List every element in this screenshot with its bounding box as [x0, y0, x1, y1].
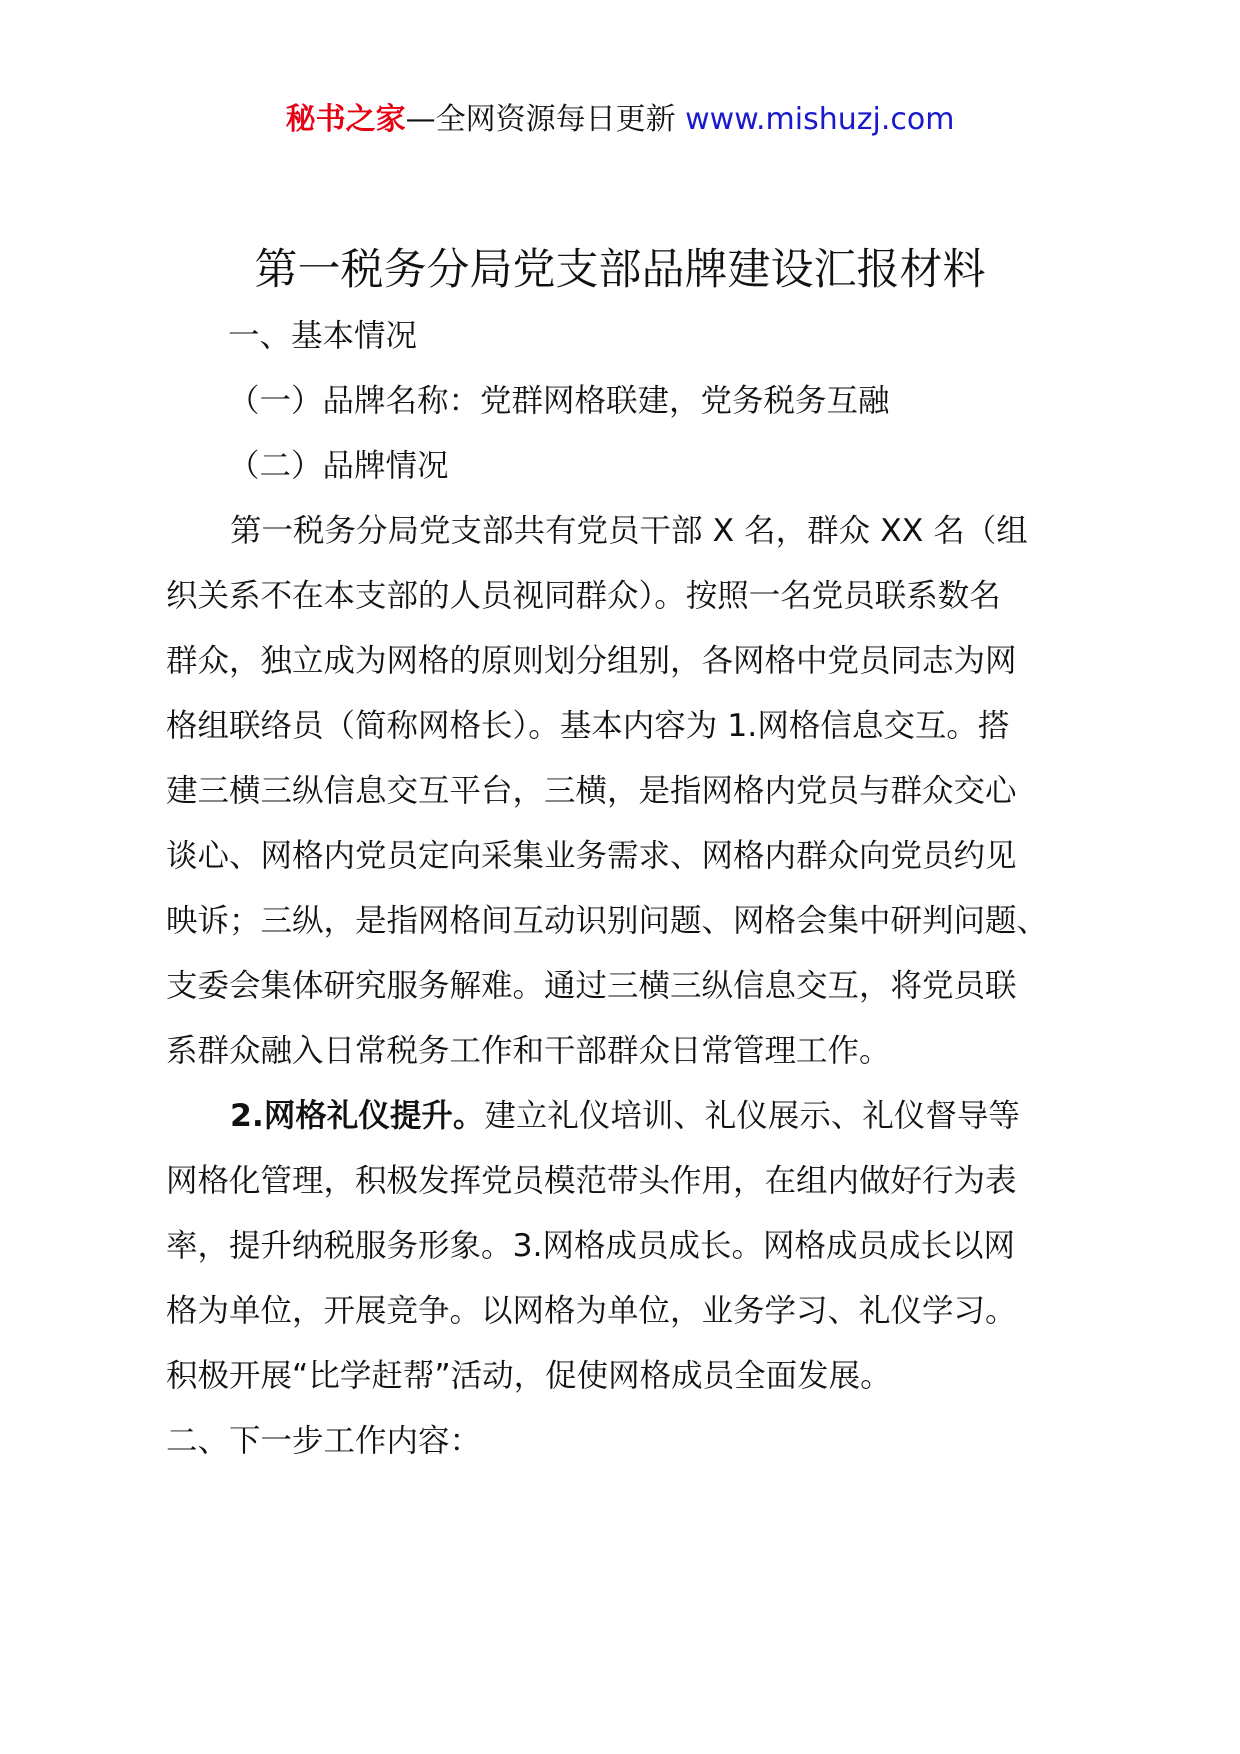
paragraph-line: 网格化管理，积极发挥党员模范带头作用，在组内做好行为表: [166, 1163, 1017, 1199]
paragraph-line: 建三横三纵信息交互平台，三横，是指网格内党员与群众交心: [166, 773, 1017, 809]
document-body: [166, 304, 1096, 1474]
site-slogan: —全网资源每日更新: [405, 102, 676, 137]
paragraph-line: 织关系不在本支部的人员视同群众）。按照一名党员联系数名: [166, 578, 1001, 614]
paragraph-line: 系群众融入日常税务工作和干部群众日常管理工作。: [166, 1033, 891, 1069]
section-heading-next-steps: 二、下一步工作内容：: [166, 1423, 482, 1459]
subheading-brand-status: （二）品牌情况: [228, 448, 449, 484]
section-heading-basic: 一、基本情况: [228, 318, 418, 354]
bold-lead-in: 2.网格礼仪提升。: [230, 1098, 485, 1134]
paragraph-brand-status: [166, 499, 1096, 1084]
paragraph-line: 群众，独立成为网格的原则划分组别，各网格中党员同志为网: [166, 643, 1017, 679]
site-banner: [0, 100, 1240, 140]
paragraph-line: 率，提升纳税服务形象。3.网格成员成长。网格成员成长以网: [166, 1228, 1016, 1264]
subheading-brand-name: （一）品牌名称：党群网格联建，党务税务互融: [228, 383, 890, 419]
paragraph-line: 积极开展“比学赶帮”活动，促使网格成员全面发展。: [166, 1358, 892, 1394]
paragraph-line: [166, 1084, 1096, 1149]
paragraph-etiquette: [166, 1084, 1096, 1409]
paragraph-line: 格为单位，开展竞争。以网格为单位，业务学习、礼仪学习。: [166, 1293, 1017, 1329]
paragraph-line: 第一税务分局党支部共有党员干部 X 名，群众 XX 名（组: [230, 513, 1028, 549]
paragraph-line: 映诉；三纵，是指网格间互动识别问题、网格会集中研判问题、: [166, 903, 1049, 939]
paragraph-line-text: 建立礼仪培训、礼仪展示、礼仪督导等: [484, 1098, 1020, 1134]
document-title: 第一税务分局党支部品牌建设汇报材料: [254, 245, 986, 295]
paragraph-line: 支委会集体研究服务解难。通过三横三纵信息交互，将党员联: [166, 968, 1017, 1004]
site-brand: 秘书之家: [285, 102, 406, 137]
paragraph-line: 谈心、网格内党员定向采集业务需求、网格内群众向党员约见: [166, 838, 1017, 874]
paragraph-line: 格组联络员（简称网格长）。基本内容为 1.网格信息交互。搭: [166, 708, 1010, 744]
site-url-link[interactable]: www.mishuzj.com: [685, 102, 955, 137]
